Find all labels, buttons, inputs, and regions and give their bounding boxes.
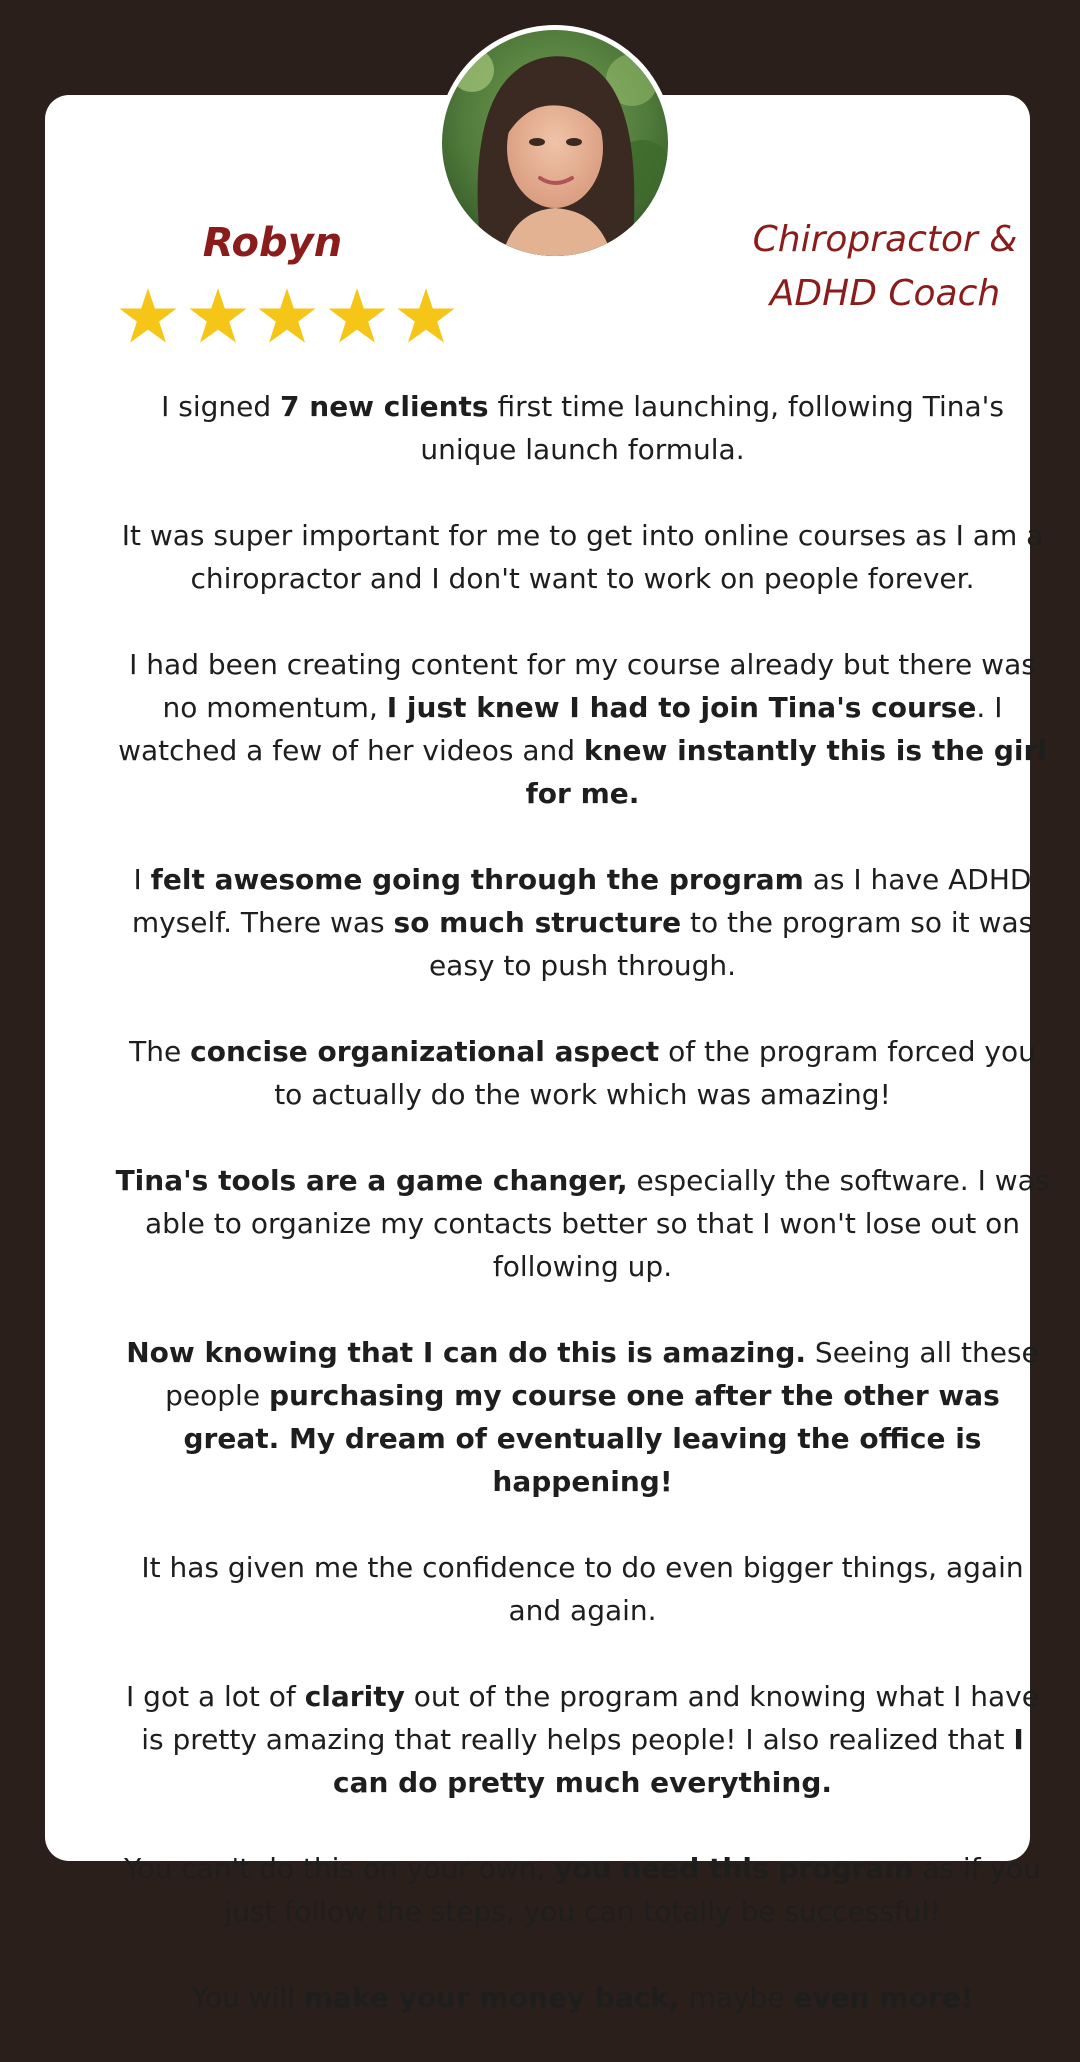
testimonial-card (45, 95, 1050, 2014)
testimonial-paragraph (115, 1976, 1050, 2019)
bold-text: concise organizational aspect (190, 1035, 660, 1068)
testimonial-paragraph (115, 1847, 1050, 1933)
bold-text: so much structure (393, 906, 682, 939)
bold-text: I can do pretty much everything. (332, 1723, 1024, 1799)
text: It was super important for me to get into online courses as I am a chiropractor and I don't want to work on people forever. (121, 519, 1044, 595)
testimonial-paragraph (115, 858, 1050, 987)
text: to the program so it was easy to push through. (428, 906, 1034, 982)
testimonial-paragraph (115, 514, 1050, 600)
bold-text: knew instantly this is the girl for me. (525, 734, 1047, 810)
testimonial-paragraph (115, 643, 1050, 815)
star-icon (395, 285, 457, 347)
text: especially the software. I was able to organize my contacts better so that I won't lose out on following up. (144, 1164, 1050, 1283)
testimonial-paragraph (115, 1546, 1050, 1632)
bold-text: even more! (793, 1981, 974, 2014)
avatar (437, 25, 673, 261)
text: of the program forced you to actually do the work which was amazing! (274, 1035, 1036, 1111)
reviewer-name: Robyn (202, 220, 343, 266)
testimonial-paragraph (115, 1675, 1050, 1804)
bold-text: I just knew I had to join Tina's course (386, 691, 977, 724)
text: Seeing all these people (165, 1336, 1039, 1412)
bold-text: 7 new clients (280, 390, 489, 423)
bold-text: you need this program (554, 1852, 914, 1885)
text: I signed (161, 390, 281, 423)
text: out of the program and knowing what I have is pretty amazing that really helps people! I also realized that (141, 1680, 1039, 1756)
star-icon (326, 285, 388, 347)
bold-text: clarity (304, 1680, 405, 1713)
bold-text: purchasing my course one after the other was great. My dream of eventually leaving the office is happening! (183, 1379, 1000, 1498)
testimonial-text (115, 385, 1050, 2062)
bold-text: Tina's tools are a game changer, (115, 1164, 628, 1197)
bold-text: make your money back, (303, 1981, 680, 2014)
testimonial-paragraph (115, 1159, 1050, 1288)
text: as I have ADHD myself. There was (131, 863, 1032, 939)
text: I got a lot of (126, 1680, 305, 1713)
testimonial-paragraph (115, 1030, 1050, 1116)
testimonial-paragraph (115, 1331, 1050, 1503)
star-icon (187, 285, 249, 347)
star-icon (117, 285, 179, 347)
text: You will (191, 1981, 304, 2014)
text: . I watched a few of her videos and (118, 691, 1003, 767)
text: I had been creating content for my course already but there was no momentum, (129, 648, 1036, 724)
star-icon (256, 285, 318, 347)
text: maybe (679, 1981, 794, 2014)
bold-text: felt awesome going through the program (150, 863, 804, 896)
avatar-portrait-image (442, 30, 668, 256)
testimonial-paragraph (115, 385, 1050, 471)
text: as if you just follow the steps, you can totally be successful! (224, 1852, 1041, 1928)
text: first time launching, following Tina's unique launch formula. (420, 390, 1004, 466)
text: It has given me the confidence to do even bigger things, again and again. (141, 1551, 1024, 1627)
reviewer-role: Chiropractor & ADHD Coach (752, 219, 1018, 314)
text: The (129, 1035, 191, 1068)
text: I (133, 863, 151, 896)
text: You can't do this on your own, (124, 1852, 555, 1885)
bold-text: Now knowing that I can do this is amazing. (126, 1336, 807, 1369)
star-rating (117, 285, 457, 349)
